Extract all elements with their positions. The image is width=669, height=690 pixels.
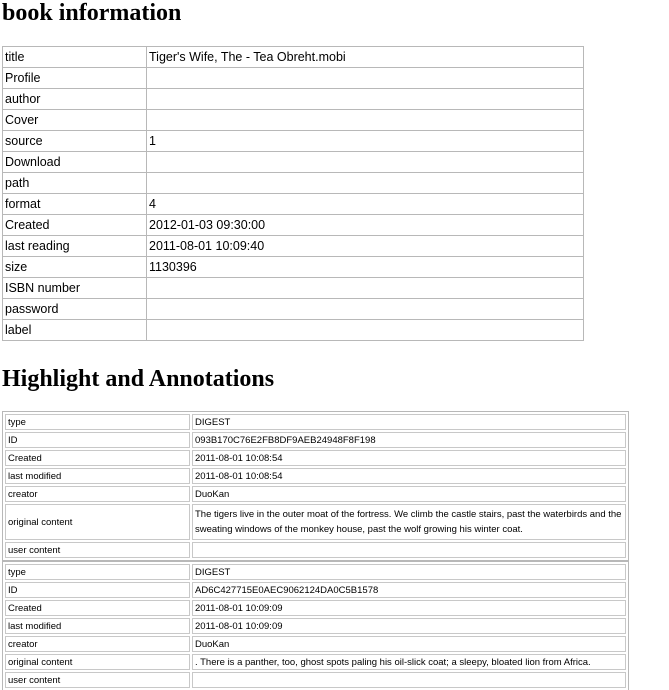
table-row — [3, 320, 584, 341]
table-row — [3, 110, 584, 131]
annotation-key: ID — [5, 432, 190, 448]
table-row — [3, 278, 584, 299]
annotation-value: DIGEST — [192, 564, 626, 580]
table-row — [5, 432, 626, 448]
row-value — [147, 320, 584, 341]
annotation-key: user content — [5, 542, 190, 558]
row-key: Download — [3, 152, 147, 173]
row-key: source — [3, 131, 147, 152]
annotation-card — [2, 411, 629, 561]
annotation-value: DuoKan — [192, 636, 626, 652]
table-row — [3, 89, 584, 110]
table-row — [5, 414, 626, 430]
row-key: title — [3, 47, 147, 68]
table-row — [5, 486, 626, 502]
table-row — [3, 131, 584, 152]
table-row — [3, 299, 584, 320]
annotation-key: last modified — [5, 468, 190, 484]
row-key: size — [3, 257, 147, 278]
annotation-key: creator — [5, 636, 190, 652]
table-row — [3, 194, 584, 215]
table-row — [5, 564, 626, 580]
book-information-heading: book information — [2, 0, 182, 26]
table-row — [3, 47, 584, 68]
row-key: format — [3, 194, 147, 215]
table-row — [5, 654, 626, 670]
annotation-key: creator — [5, 486, 190, 502]
row-value: 4 — [147, 194, 584, 215]
table-row — [5, 672, 626, 688]
annotation-value: DuoKan — [192, 486, 626, 502]
table-row — [5, 582, 626, 598]
annotation-card — [2, 561, 629, 690]
row-key: last reading — [3, 236, 147, 257]
annotation-value: . There is a panther, too, ghost spots paling his oil-slick coat; a sleepy, bloated lion from Africa. — [192, 654, 626, 670]
annotation-key: last modified — [5, 618, 190, 634]
row-value: 1 — [147, 131, 584, 152]
annotation-value: AD6C427715E0AEC9062124DA0C5B1578 — [192, 582, 626, 598]
highlights-heading: Highlight and Annotations — [2, 366, 275, 392]
row-key: Cover — [3, 110, 147, 131]
row-key: path — [3, 173, 147, 194]
annotation-key: ID — [5, 582, 190, 598]
annotation-key: original content — [5, 504, 190, 540]
annotation-value: DIGEST — [192, 414, 626, 430]
table-row — [3, 173, 584, 194]
annotation-value: 2011-08-01 10:09:09 — [192, 600, 626, 616]
annotation-value: The tigers live in the outer moat of the fortress. We climb the castle stairs, past the waterbirds and the sweating windows of the monkey house, past the wolf growing his winter coat. — [192, 504, 626, 540]
table-row — [3, 68, 584, 89]
row-key: password — [3, 299, 147, 320]
row-value — [147, 68, 584, 89]
row-value: 2011-08-01 10:09:40 — [147, 236, 584, 257]
row-value — [147, 173, 584, 194]
row-value — [147, 110, 584, 131]
annotations-list — [2, 411, 629, 690]
annotation-key: type — [5, 414, 190, 430]
annotation-value: 093B170C76E2FB8DF9AEB24948F8F198 — [192, 432, 626, 448]
row-value: 2012-01-03 09:30:00 — [147, 215, 584, 236]
row-value — [147, 278, 584, 299]
annotation-value — [192, 672, 626, 688]
row-key: label — [3, 320, 147, 341]
annotation-key: user content — [5, 672, 190, 688]
table-row — [3, 236, 584, 257]
row-value — [147, 152, 584, 173]
row-key: Profile — [3, 68, 147, 89]
row-key: Created — [3, 215, 147, 236]
table-row — [3, 257, 584, 278]
row-key: ISBN number — [3, 278, 147, 299]
table-row — [5, 468, 626, 484]
row-key: author — [3, 89, 147, 110]
table-row — [5, 542, 626, 558]
table-row — [5, 618, 626, 634]
table-row — [5, 600, 626, 616]
table-row — [3, 215, 584, 236]
annotation-value: 2011-08-01 10:08:54 — [192, 468, 626, 484]
book-information-table — [2, 46, 584, 341]
annotation-value: 2011-08-01 10:08:54 — [192, 450, 626, 466]
table-row — [3, 152, 584, 173]
row-value — [147, 89, 584, 110]
annotation-key: type — [5, 564, 190, 580]
annotation-key: original content — [5, 654, 190, 670]
table-row — [5, 504, 626, 540]
table-row — [5, 450, 626, 466]
row-value: Tiger's Wife, The - Tea Obreht.mobi — [147, 47, 584, 68]
table-row — [5, 636, 626, 652]
row-value — [147, 299, 584, 320]
annotation-value — [192, 542, 626, 558]
row-value: 1130396 — [147, 257, 584, 278]
annotation-key: Created — [5, 600, 190, 616]
annotation-key: Created — [5, 450, 190, 466]
annotation-value: 2011-08-01 10:09:09 — [192, 618, 626, 634]
